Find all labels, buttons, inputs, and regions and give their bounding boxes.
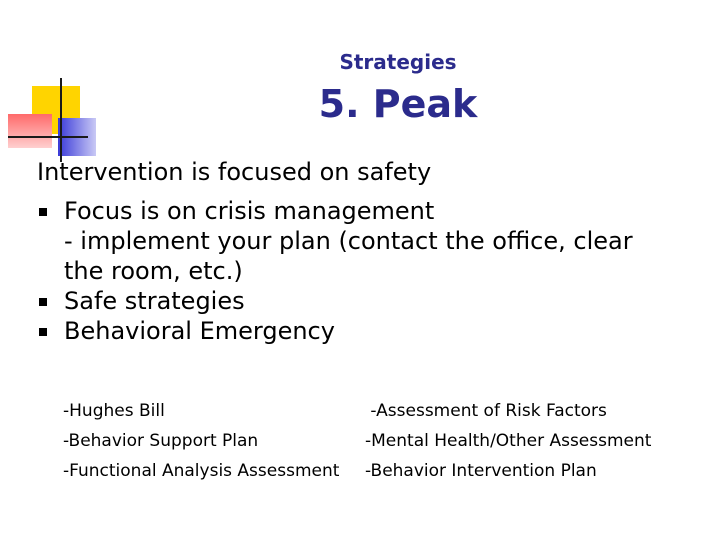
vertical-line-shape — [60, 78, 62, 162]
left-column-item: -Behavior Support Plan — [63, 431, 259, 451]
bullet-item — [37, 286, 677, 316]
bullet-item — [37, 196, 677, 286]
intro-text: Intervention is focused on safety — [37, 158, 432, 186]
horizontal-line-shape — [8, 136, 88, 138]
bullet-continuation: the room, etc.) — [64, 257, 243, 285]
left-column-item: -Functional Analysis Assessment — [63, 461, 340, 481]
square-bullet-icon — [39, 298, 47, 306]
square-bullet-icon — [39, 328, 47, 336]
bullet-item — [37, 316, 677, 346]
right-column — [365, 396, 651, 486]
red-square-shape — [8, 114, 52, 148]
right-column-item: -Mental Health/Other Assessment — [365, 431, 652, 451]
left-column-item: -Hughes Bill — [63, 401, 165, 421]
bullet-text: Safe strategies — [64, 287, 245, 315]
bullet-continuation: - implement your plan (contact the office, clear — [64, 227, 633, 255]
right-column-item: -Behavior Intervention Plan — [365, 461, 597, 481]
left-column — [63, 396, 339, 486]
square-bullet-icon — [39, 208, 47, 216]
bullet-list — [37, 196, 677, 346]
slide-title: 5. Peak — [318, 82, 478, 126]
right-column-item: -Assessment of Risk Factors — [365, 401, 607, 421]
bullet-text: Focus is on crisis management — [64, 197, 435, 225]
slide-subtitle: Strategies — [339, 50, 457, 74]
bullet-text: Behavioral Emergency — [64, 317, 335, 345]
